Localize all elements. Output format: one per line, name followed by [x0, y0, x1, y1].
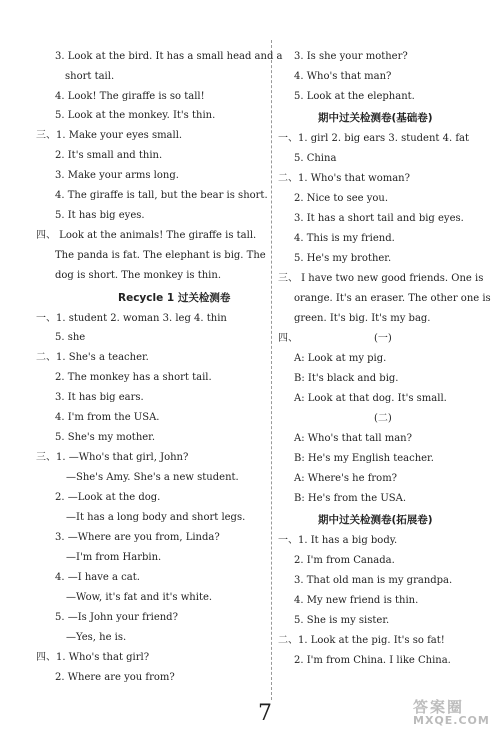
answer-line: orange. It's an eraser. The other one is — [294, 293, 491, 304]
answer-line: 5. She is my sister. — [294, 615, 390, 626]
answer-line: 5. He's my brother. — [294, 253, 392, 264]
answer-line: 三、1. Make your eyes small. — [36, 130, 183, 141]
watermark-url: MXQE.COM — [413, 714, 490, 727]
answer-line: The panda is fat. The elephant is big. The — [55, 250, 266, 261]
answer-line: 四、 — [278, 333, 298, 344]
section-heading: 期中过关检测卷(基础卷) — [318, 112, 433, 124]
answer-line: 3. —Where are you from, Linda? — [55, 532, 220, 543]
answer-line: 2. —Look at the dog. — [55, 492, 161, 503]
answer-line: 3. It has big ears. — [55, 392, 144, 403]
answer-line: B: It's black and big. — [294, 373, 399, 384]
answer-line: 2. It's small and thin. — [55, 150, 163, 161]
answer-line: 5. —Is John your friend? — [55, 612, 178, 623]
answer-line: —Yes, he is. — [66, 632, 127, 643]
answer-line: 3. Look at the bird. It has a small head and a — [55, 51, 283, 62]
answer-line: 3. It has a short tail and big eyes. — [294, 213, 464, 224]
section-heading: 期中过关检测卷(拓展卷) — [318, 514, 433, 526]
answer-line: (二) — [374, 413, 392, 424]
answer-line: 4. —I have a cat. — [55, 572, 140, 583]
answer-line: 2. I'm from China. I like China. — [294, 655, 451, 666]
answer-line: 四、1. Who's that girl? — [36, 652, 150, 663]
answer-line: A: Look at my pig. — [294, 353, 387, 364]
watermark-text: 答案圈 — [413, 698, 465, 716]
answer-line: 5. She's my mother. — [55, 432, 156, 443]
answer-line: —Wow, it's fat and it's white. — [66, 592, 213, 603]
watermark — [413, 700, 497, 734]
answer-line: 2. Nice to see you. — [294, 193, 389, 204]
answer-line: 三、1. —Who's that girl, John? — [36, 452, 189, 463]
answer-line: 2. Where are you from? — [55, 672, 175, 683]
answer-line: B: He's from the USA. — [294, 493, 406, 504]
answer-line: 5. Look at the monkey. It's thin. — [55, 110, 216, 121]
answer-line: 4. This is my friend. — [294, 233, 395, 244]
answer-line: 5. she — [55, 332, 86, 343]
answer-line: 一、1. student 2. woman 3. leg 4. thin — [36, 313, 227, 324]
answer-line: A: Who's that tall man? — [294, 433, 412, 444]
answer-line: 3. That old man is my grandpa. — [294, 575, 453, 586]
answer-line: green. It's big. It's my bag. — [294, 313, 431, 324]
section-heading: Recycle 1 过关检测卷 — [118, 292, 231, 304]
answer-line: —It has a long body and short legs. — [66, 512, 246, 523]
answer-line: 2. The monkey has a short tail. — [55, 372, 212, 383]
page-number: 7 — [258, 701, 272, 726]
answer-line: 4. Look! The giraffe is so tall! — [55, 91, 205, 102]
answer-line: 5. It has big eyes. — [55, 210, 145, 221]
answer-line: 4. The giraffe is tall, but the bear is short. — [55, 190, 268, 201]
answer-line: 二、1. She's a teacher. — [36, 352, 149, 363]
answer-line: 5. Look at the elephant. — [294, 91, 415, 102]
answer-line: —She's Amy. She's a new student. — [66, 472, 239, 483]
answer-line: short tail. — [65, 71, 115, 82]
answer-line: 四、 Look at the animals! The giraffe is tall. — [36, 230, 257, 241]
answer-line: 2. I'm from Canada. — [294, 555, 395, 566]
answer-line: 4. Who's that man? — [294, 71, 392, 82]
answer-line: 3. Is she your mother? — [294, 51, 408, 62]
answer-line: 一、1. girl 2. big ears 3. student 4. fat — [278, 133, 470, 144]
answer-line: 4. My new friend is thin. — [294, 595, 419, 606]
answer-line: 一、1. It has a big body. — [278, 535, 398, 546]
answer-line: 三、 I have two new good friends. One is — [278, 273, 484, 284]
answer-line: 3. Make your arms long. — [55, 170, 179, 181]
answer-line: —I'm from Harbin. — [66, 552, 162, 563]
answer-line: 5. China — [294, 153, 337, 164]
answer-line: 4. I'm from the USA. — [55, 412, 160, 423]
answer-line: dog is short. The monkey is thin. — [55, 270, 222, 281]
answer-line: 二、1. Look at the pig. It's so fat! — [278, 635, 445, 646]
answer-line: A: Where's he from? — [294, 473, 398, 484]
answer-line: A: Look at that dog. It's small. — [294, 393, 447, 404]
answer-line: (一) — [374, 333, 392, 344]
answer-line: B: He's my English teacher. — [294, 453, 434, 464]
answer-line: 二、1. Who's that woman? — [278, 173, 410, 184]
column-divider — [271, 40, 272, 700]
